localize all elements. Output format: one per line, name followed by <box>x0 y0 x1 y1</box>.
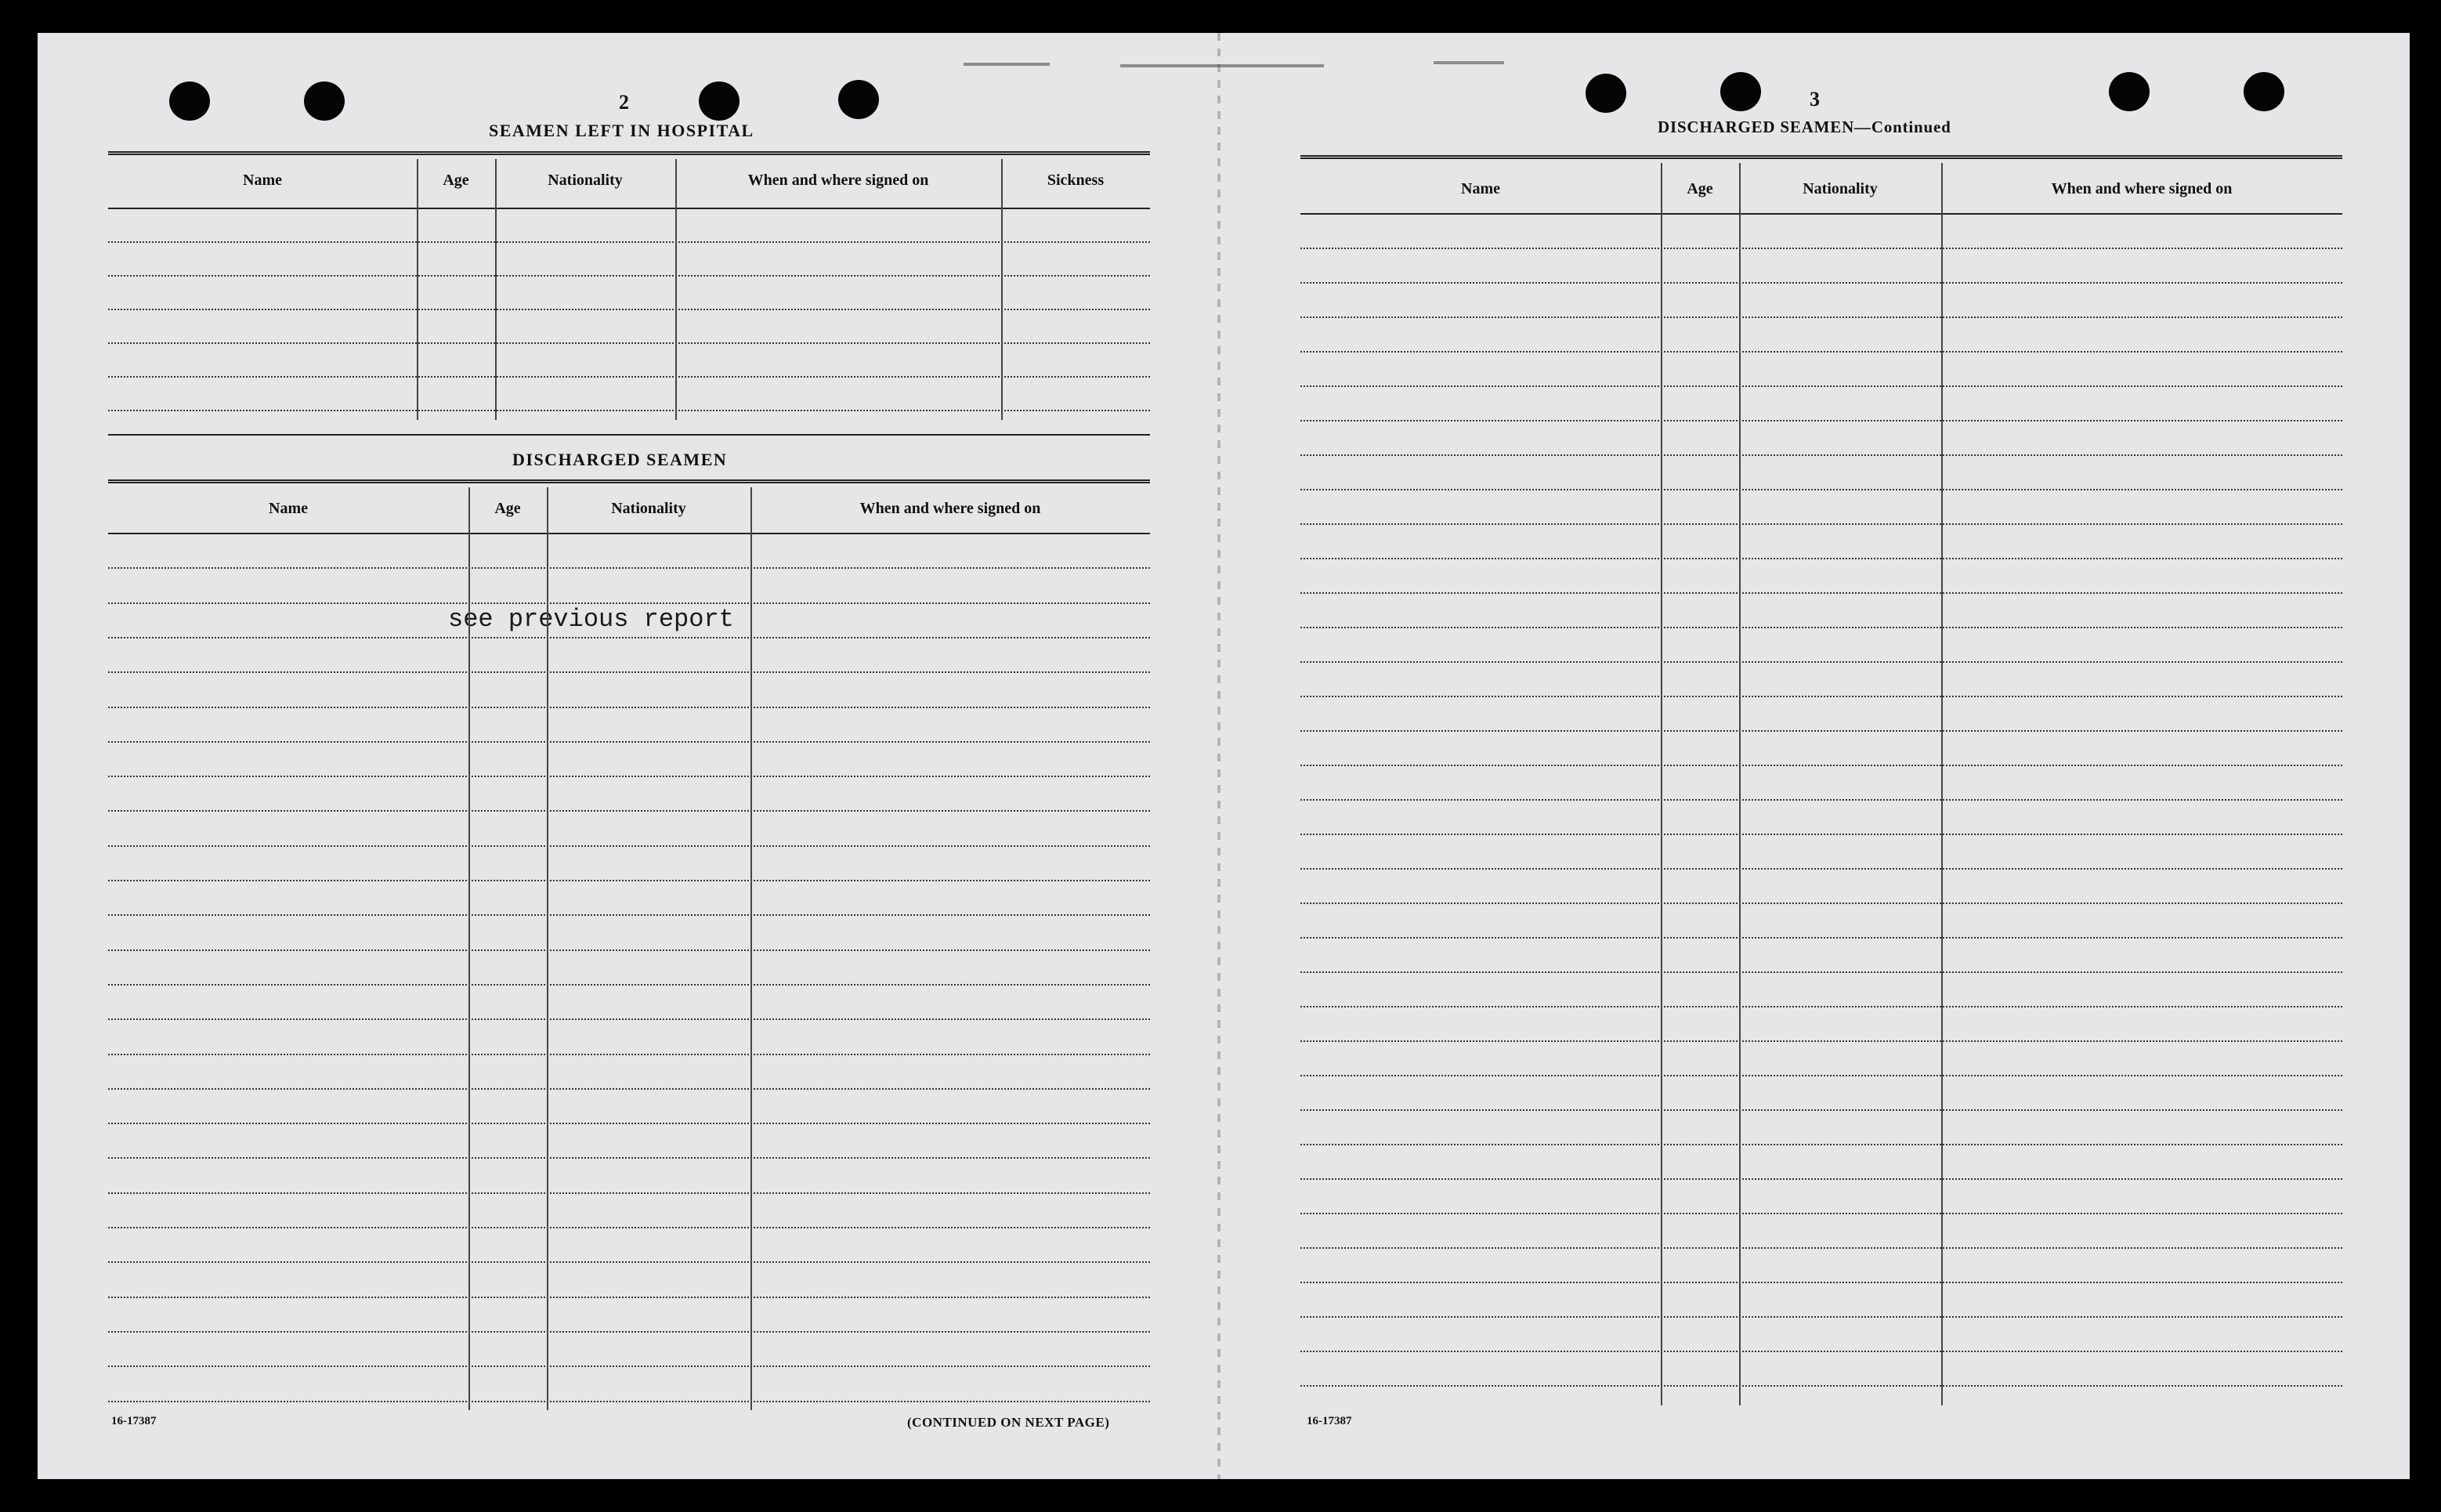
row-line <box>1300 558 2342 559</box>
column-divider <box>750 487 752 1410</box>
column-header: Name <box>269 500 308 517</box>
punch-hole <box>304 81 345 121</box>
row-line <box>108 1366 1150 1367</box>
row-line <box>108 1088 1150 1090</box>
form-number: 16-17387 <box>111 1415 157 1427</box>
punch-hole <box>838 80 879 119</box>
row-line <box>108 637 1150 638</box>
row-line <box>108 1331 1150 1333</box>
column-header: Name <box>243 172 282 189</box>
row-line <box>1300 902 2342 904</box>
column-header: Nationality <box>611 500 686 517</box>
typed-note: see previous report <box>448 605 734 634</box>
row-line <box>108 1192 1150 1194</box>
row-line <box>108 1157 1150 1159</box>
column-header: Nationality <box>1803 180 1878 197</box>
row-line <box>108 1227 1150 1228</box>
punch-hole <box>1586 74 1626 113</box>
row-line <box>1300 385 2342 387</box>
punch-hole <box>699 81 740 121</box>
row-line <box>1300 317 2342 318</box>
row-line <box>108 810 1150 812</box>
row-line <box>1300 1178 2342 1180</box>
row-line <box>108 567 1150 569</box>
row-line <box>1300 834 2342 835</box>
row-line <box>1300 1109 2342 1111</box>
row-line <box>1300 730 2342 732</box>
header-rule <box>108 151 1150 155</box>
row-line <box>1300 1213 2342 1214</box>
row-line <box>108 1018 1150 1020</box>
column-divider <box>1739 163 1741 1405</box>
header-underline <box>108 533 1150 534</box>
row-line <box>1300 661 2342 663</box>
column-header: Age <box>494 500 521 517</box>
row-line <box>1300 765 2342 766</box>
column-divider <box>1661 163 1662 1405</box>
row-line <box>108 241 1150 243</box>
column-divider <box>495 159 497 420</box>
row-line <box>1300 420 2342 421</box>
row-line <box>1300 454 2342 456</box>
page-number: 3 <box>1810 88 1820 110</box>
row-line <box>108 671 1150 673</box>
continued-note: (CONTINUED ON NEXT PAGE) <box>907 1415 1110 1430</box>
row-line <box>108 776 1150 777</box>
ink-smudge <box>1120 64 1324 67</box>
row-line <box>1300 248 2342 249</box>
row-line <box>108 410 1150 411</box>
row-line <box>108 845 1150 847</box>
row-line <box>1300 523 2342 525</box>
row-line <box>1300 1040 2342 1042</box>
row-line <box>1300 1006 2342 1007</box>
section-title-hospital: SEAMEN LEFT IN HOSPITAL <box>489 121 754 140</box>
form-number: 16-17387 <box>1307 1415 1352 1427</box>
row-line <box>1300 592 2342 594</box>
row-line <box>108 1261 1150 1263</box>
row-line <box>108 880 1150 881</box>
row-line <box>108 1054 1150 1055</box>
punch-hole <box>169 81 210 121</box>
row-line <box>1300 1351 2342 1352</box>
column-header: Name <box>1461 180 1500 197</box>
row-line <box>108 984 1150 986</box>
row-line <box>1300 282 2342 284</box>
column-header: When and where signed on <box>859 500 1041 517</box>
punch-hole <box>2244 72 2284 111</box>
row-line <box>1300 1247 2342 1249</box>
section-title-discharged: DISCHARGED SEAMEN <box>512 450 728 469</box>
row-line <box>108 275 1150 277</box>
row-line <box>1300 351 2342 353</box>
column-divider <box>1941 163 1943 1405</box>
column-header: Sickness <box>1047 172 1105 189</box>
row-line <box>1300 489 2342 490</box>
row-line <box>108 741 1150 743</box>
column-header: When and where signed on <box>2051 180 2233 197</box>
header-underline <box>108 208 1150 209</box>
column-header: Nationality <box>548 172 623 189</box>
row-line <box>108 1401 1150 1402</box>
column-header: Age <box>443 172 469 189</box>
header-underline <box>1300 213 2342 215</box>
row-line <box>1300 1144 2342 1145</box>
row-line <box>1300 1316 2342 1318</box>
row-line <box>1300 937 2342 939</box>
column-divider <box>468 487 470 1410</box>
row-line <box>1300 1075 2342 1076</box>
row-line <box>108 309 1150 310</box>
section-title-discharged-continued: DISCHARGED SEAMEN—Continued <box>1658 118 1951 136</box>
row-line <box>1300 627 2342 628</box>
header-rule <box>108 479 1150 483</box>
row-line <box>108 914 1150 916</box>
row-line <box>108 1297 1150 1298</box>
row-line <box>108 602 1150 604</box>
punch-hole <box>1720 72 1761 111</box>
punch-hole <box>2109 72 2150 111</box>
row-line <box>1300 1282 2342 1283</box>
column-header: Age <box>1687 180 1713 197</box>
page-fold <box>1217 33 1220 1479</box>
row-line <box>108 1123 1150 1124</box>
row-line <box>108 707 1150 708</box>
row-line <box>1300 868 2342 870</box>
column-divider <box>417 159 418 420</box>
column-divider <box>547 487 548 1410</box>
row-line <box>1300 696 2342 697</box>
row-line <box>1300 971 2342 973</box>
column-divider <box>675 159 677 420</box>
section-divider <box>108 434 1150 436</box>
row-line <box>108 376 1150 378</box>
row-line <box>1300 1385 2342 1387</box>
page-number: 2 <box>619 91 629 114</box>
column-divider <box>1001 159 1003 420</box>
row-line <box>108 342 1150 344</box>
column-header: When and where signed on <box>747 172 929 189</box>
row-line <box>1300 799 2342 801</box>
ink-smudge <box>1434 61 1504 64</box>
header-rule <box>1300 155 2342 159</box>
ink-smudge <box>964 63 1050 66</box>
row-line <box>108 950 1150 951</box>
